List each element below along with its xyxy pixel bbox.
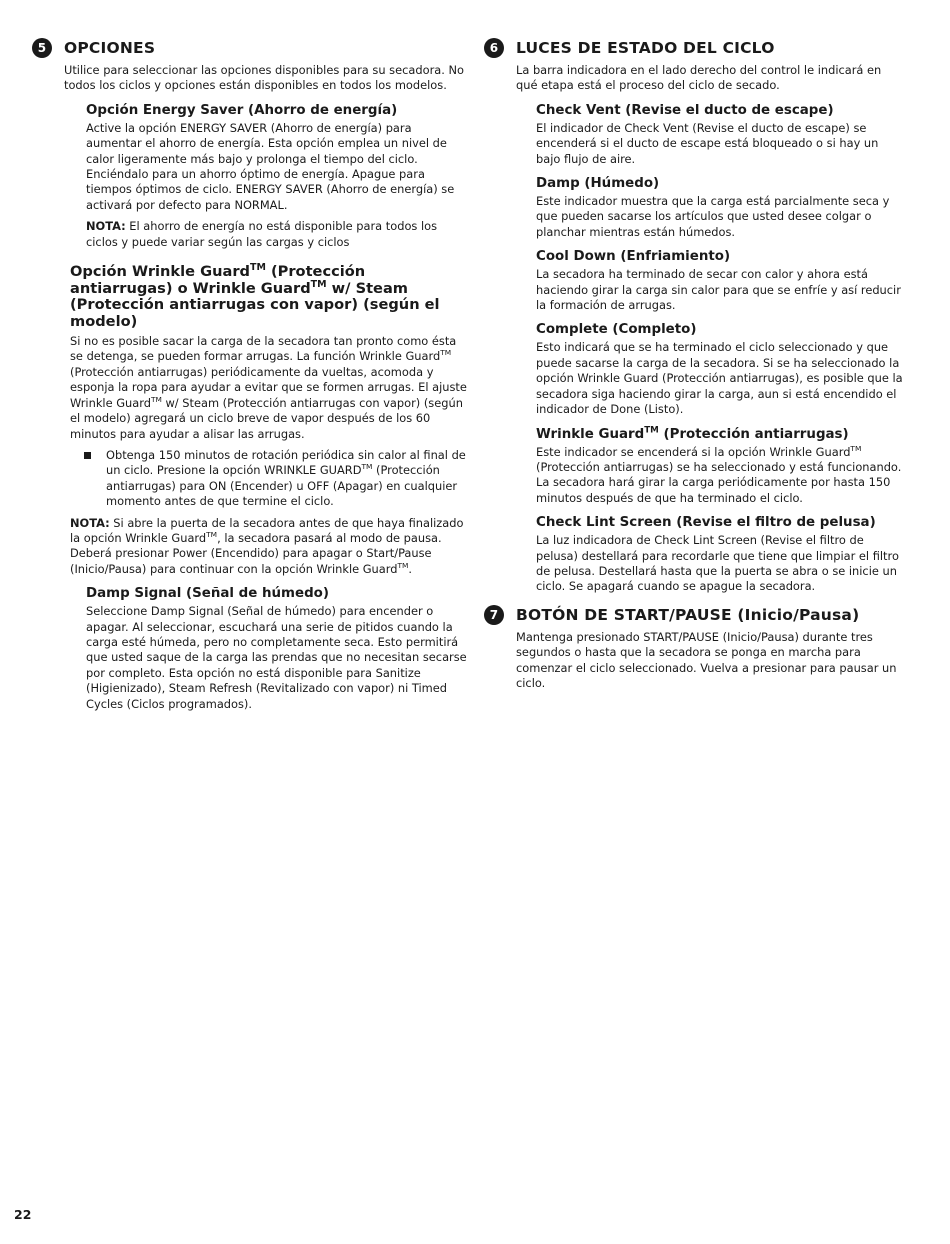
wrinkle-light-title-b: (Protección antiarrugas) (658, 426, 849, 442)
complete-title: Complete (Completo) (536, 322, 697, 338)
section-5-intro: Utilice para seleccionar las opciones disponibles para su secadora. No todos los ciclos y opciones están disponibles en todos los modelos. (64, 63, 464, 93)
wrinkle-title-2: (Protección antiarrugas) o Wrinkle Guard (70, 263, 366, 297)
cool-down-title: Cool Down (Enfriamiento) (536, 249, 731, 265)
wrinkle-guard-body (70, 334, 469, 442)
wrinkle-title-3: w/ Steam (Protección antiarrugas con vapor) (según el modelo) (70, 279, 440, 330)
number-7-icon: 7 (484, 605, 504, 625)
trademark-sup: TM (440, 348, 452, 358)
number-5-icon: 5 (32, 38, 52, 58)
trademark-sup: TM (644, 425, 659, 436)
cool-down-body: La secadora ha terminado de secar con calor y ahora está haciendo girar la carga sin calor para que se enfríe y así reducir la formación de arrugas. (536, 267, 901, 313)
damp-signal-block (64, 585, 469, 712)
trademark-sup: TM (850, 443, 862, 453)
section-6-intro: La barra indicadora en el lado derecho del control le indicará en qué etapa está el proceso del ciclo de secado. (516, 63, 882, 93)
note-text-b: , la secadora pasará al modo de pausa. Deberá presionar Power (Encendido) para apagar o Start/Pause (Inicio/Pausa) para continuar con la opción Wrinkle Guard (70, 530, 442, 576)
wrinkle-body-a: Si no es posible sacar la carga de la secadora tan pronto como ésta se detenga, se pueden formar arrugas. La función Wrinkle Guard (70, 334, 457, 364)
trademark-sup: TM (150, 394, 162, 404)
wrinkle-light-body-a: Este indicador se encenderá si la opción Wrinkle Guard (536, 444, 851, 459)
section-7-heading (489, 605, 906, 625)
wrinkle-body-c: w/ Steam (Protección antiarrugas con vapor) (según el modelo) agregará un ciclo breve de vapor después de los 60 minutos para ayudar a alisar las arrugas. (70, 395, 463, 441)
energy-saver-block (64, 102, 469, 250)
check-lint-title: Check Lint Screen (Revise el filtro de pelusa) (536, 515, 876, 531)
wrinkle-light-title-a: Wrinkle Guard (536, 426, 645, 442)
note-text-a: Si abre la puerta de la secadora antes de que haya finalizado la opción Wrinkle Guard (70, 515, 464, 545)
trademark-sup: TM (361, 462, 373, 472)
check-lint-body: La luz indicadora de Check Lint Screen (Revise el filtro de pelusa) destellará para recordarle que tiene que limpiar el filtro de pelusa. Destellará hasta que la puerta se abra o se inicie un ciclo. Se apagará cuando se apague la secadora. (536, 533, 899, 594)
trademark-sup: TM (397, 560, 409, 570)
check-vent-body: El indicador de Check Vent (Revise el ducto de escape) se encenderá si el ducto de escape está bloqueado o si hay un bajo flujo de aire. (536, 120, 879, 166)
damp-signal-body: Seleccione Damp Signal (Señal de húmedo) para encender o apagar. Al seleccionar, escuchará una serie de pitidos cuando la carga esté húmeda, pero no completamente seca. Esto permitirá que usted saque de la carga las prendas que no necesitan secarse por completo. Esta opción no está disponible para Sanitize (Higienizado), Steam Refresh (Revitalizado con vapor) ni Timed Cycles (Ciclos programados). (86, 604, 467, 711)
check-vent-title: Check Vent (Revise el ducto de escape) (536, 102, 834, 118)
wrinkle-guard-title (70, 264, 469, 330)
wrinkle-guard-note (70, 516, 469, 578)
section-7-title: BOTÓN DE START/PAUSE (Inicio/Pausa) (516, 605, 860, 624)
trademark-sup: TM (310, 278, 327, 290)
wrinkle-guard-bullet (84, 448, 469, 510)
bullet-text-a: Obtenga 150 minutos de rotación periódica sin calor al final de un ciclo. Presione la opción WRINKLE GUARD (106, 447, 466, 478)
note-text-c: . (408, 561, 413, 576)
wrinkle-title-1: Opción Wrinkle Guard (70, 263, 250, 281)
section-7-body: Mantenga presionado START/PAUSE (Inicio/Pausa) durante tres segundos o hasta que la secadora se ponga en marcha para comenzar el ciclo seleccionado. Vuelva a presionar para pausar un ciclo. (516, 629, 897, 690)
section-6-heading (489, 38, 906, 58)
page-number: 22 (14, 1207, 32, 1222)
trademark-sup: TM (206, 530, 218, 540)
wrinkle-light-body-b: (Protección antiarrugas) se ha seleccionado y está funcionando. La secadora hará girar la carga periódicamente por hasta 150 minutos después de que ha terminado el ciclo. (536, 459, 902, 505)
damp-title: Damp (Húmedo) (536, 176, 660, 192)
note-label: NOTA: (86, 219, 126, 234)
damp-body: Este indicador muestra que la carga está parcialmente seca y que pueden sacarse los artículos que usted desee colgar o planchar mientras están húmedos. (536, 194, 890, 239)
energy-saver-title: Opción Energy Saver (Ahorro de energía) (86, 102, 398, 118)
damp-signal-title: Damp Signal (Señal de húmedo) (86, 586, 329, 602)
status-lights-list (516, 102, 906, 595)
wrinkle-guard-light-title (536, 426, 906, 443)
section-6-title: LUCES DE ESTADO DEL CICLO (516, 39, 775, 57)
wrinkle-body-b: (Protección antiarrugas) periódicamente da vueltas, acomoda y esponja la ropa para ayudar a evitar que se formen arrugas. El ajuste Wrinkle Guard (70, 364, 467, 410)
complete-body: Esto indicará que se ha terminado el ciclo seleccionado y que puede sacarse la carga de la secadora. Si se ha seleccionado la opción Wrinkle Guard (Protección antiarrugas), es posible que la secadora siga haciendo girar la carga, aun si está encendido el indicador de Done (Listo). (536, 340, 903, 417)
note-label: NOTA: (70, 515, 110, 530)
left-column (37, 38, 469, 718)
section-5-title: OPCIONES (64, 39, 156, 57)
number-6-icon: 6 (484, 38, 504, 58)
note-text: El ahorro de energía no está disponible para todos los ciclos y puede variar según las cargas y ciclos (86, 219, 438, 249)
wrinkle-guard-light-body (536, 445, 906, 507)
section-5-heading (37, 38, 469, 58)
square-bullet-icon (84, 452, 91, 459)
right-column (489, 38, 906, 697)
wrinkle-guard-block (64, 264, 469, 577)
trademark-sup: TM (249, 262, 266, 274)
bullet-text-b: (Protección antiarrugas) para ON (Encender) u OFF (Apagar) en cualquier momento antes de que termine el ciclo. (106, 463, 458, 509)
energy-saver-body: Active la opción ENERGY SAVER (Ahorro de energía) para aumentar el ahorro de energía. Esta opción emplea un nivel de calor ligeramente más bajo y prolonga el tiempo del ciclo. Enciéndalo para un ahorro óptimo de energía. Apague para tiempos óptimos de ciclo. ENERGY SAVER (Ahorro de energía) se activará por defecto para NORMAL. (86, 120, 455, 212)
energy-saver-note (86, 219, 469, 250)
